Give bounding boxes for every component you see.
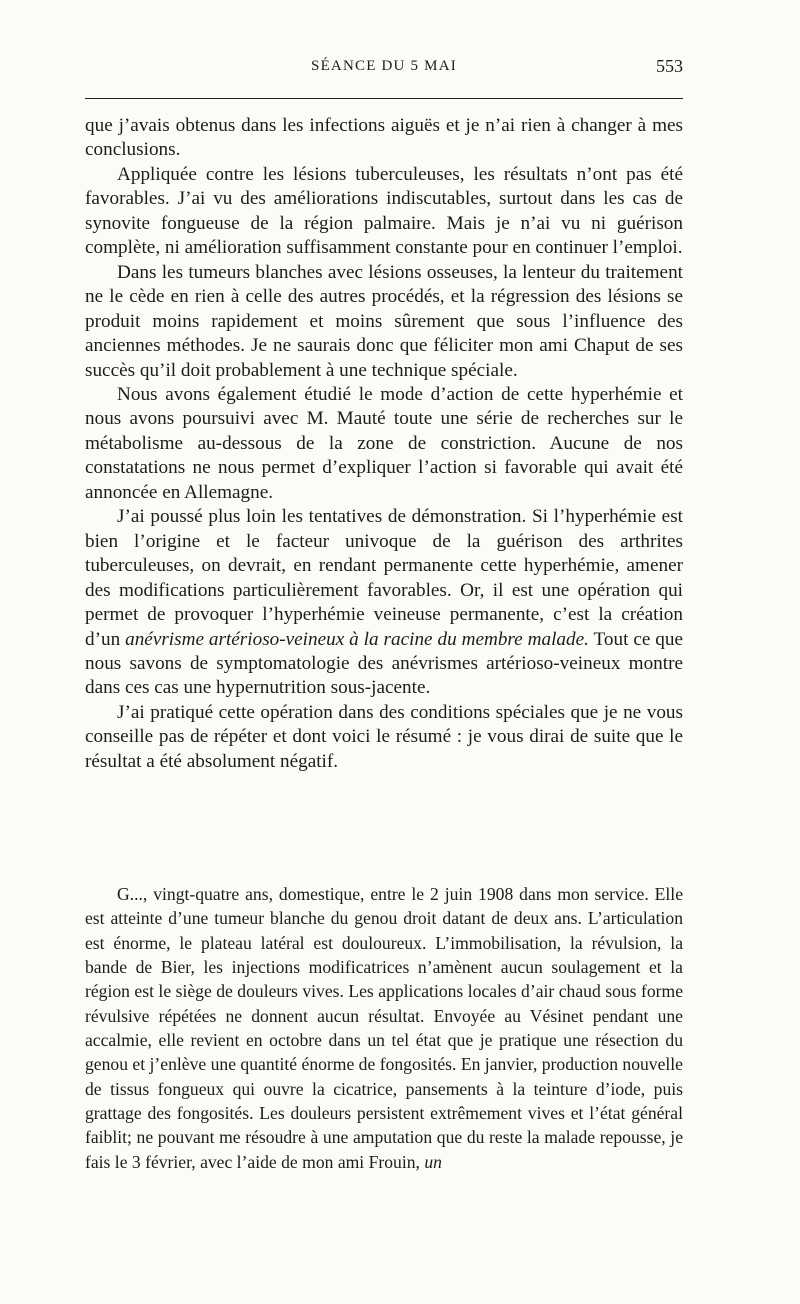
case-report-italic-tail: un [419,1151,442,1172]
main-text [85,114,683,774]
page-number: 553 [656,56,683,76]
paragraph-4: Nous avons également étudié le mode d’action de cette hyperhémie et nous avons poursuivi avec M. Mauté toute une série de recherches sur le métabolisme au-dessous de la zone de constriction. Aucune de nos constatations ne nous permet d’expliquer l’action si favorable qui avait été annoncée en Allemagne. [85,383,683,503]
paragraph-5 [85,505,683,701]
paragraph-5-italic: anévrisme artérioso-veineux à la racine du membre malade. [125,628,589,650]
running-title: SÉANCE DU 5 MAI [311,58,457,74]
page-header [85,58,683,84]
header-rule [85,98,683,99]
case-report-text: G..., vingt-quatre ans, domestique, entre le 2 juin 1908 dans mon service. Elle est atteinte d’une tumeur blanche du genou droit datant de deux ans. L’articulation est énorme, le plateau latéral est douloureux. L’immobilisation, la révulsion, la bande de Bier, les injections modificatrices n’amènent aucun soulagement et la région est le siège de douleurs vives. Les applications locales d’air chaud sous forme révulsive répétées ne donnent aucun résultat. Envoyée au Vésinet pendant une accalmie, elle revient en octobre dans un tel état que je pratique une résection du genou et j’enlève une quantité énorme de fongosités. En janvier, production nouvelle de tissus fongueux qui ouvre la cicatrice, pansements à la teinture d’iode, puis grattage des fongosités. Les douleurs persistent extrêmement vives et l’état général faiblit; ne pouvant me résoudre à une amputation que du reste la malade repousse, je fais le 3 février, avec l’aide de mon ami Frouin, [85,884,683,1172]
case-report [85,882,683,1174]
case-report-paragraph [85,882,683,1174]
paragraph-6: J’ai pratiqué cette opération dans des conditions spéciales que je ne vous conseille pas de répéter et dont voici le résumé : je vous dirai de suite que le résultat a été absolument négatif. [85,701,683,772]
paragraph-5-text-end: Tout ce que nous savons de symptomatologie des anévrismes artérioso-veineux montre dans ces cas une hypernutrition sous-jacente. [85,628,684,699]
paragraph-3: Dans les tumeurs blanches avec lésions osseuses, la lenteur du traitement ne le cède en rien à celle des autres procédés, et la régression des lésions se produit moins rapidement et moins sûrement que sous l’influence des anciennes méthodes. Je ne saurais donc que féliciter mon ami Chaput de ses succès qu’il doit probablement à une technique spéciale. [85,261,683,381]
paragraph-1: que j’avais obtenus dans les infections aiguës et je n’ai rien à changer à mes conclusions. [85,115,683,161]
paragraph-2: Appliquée contre les lésions tuberculeuses, les résultats n’ont pas été favorables. J’ai vu des améliorations indiscutables, surtout dans les cas de synovite fongueuse de la région palmaire. Mais je n’ai vu ni guérison complète, ni amélioration suffisamment constante pour en continuer l’emploi. [85,163,683,259]
paragraph-5-text: J’ai poussé plus loin les tentatives de démonstration. Si l’hyperhémie est bien l’origine et le facteur univoque de la guérison des arthrites tuberculeuses, on devrait, en rendant permanente cette hyperhémie, amener des modifications particulièrement favorables. Or, il est une opération qui permet de provoquer l’hyperhémie veineuse permanente, c’est la création d’un [85,506,683,650]
